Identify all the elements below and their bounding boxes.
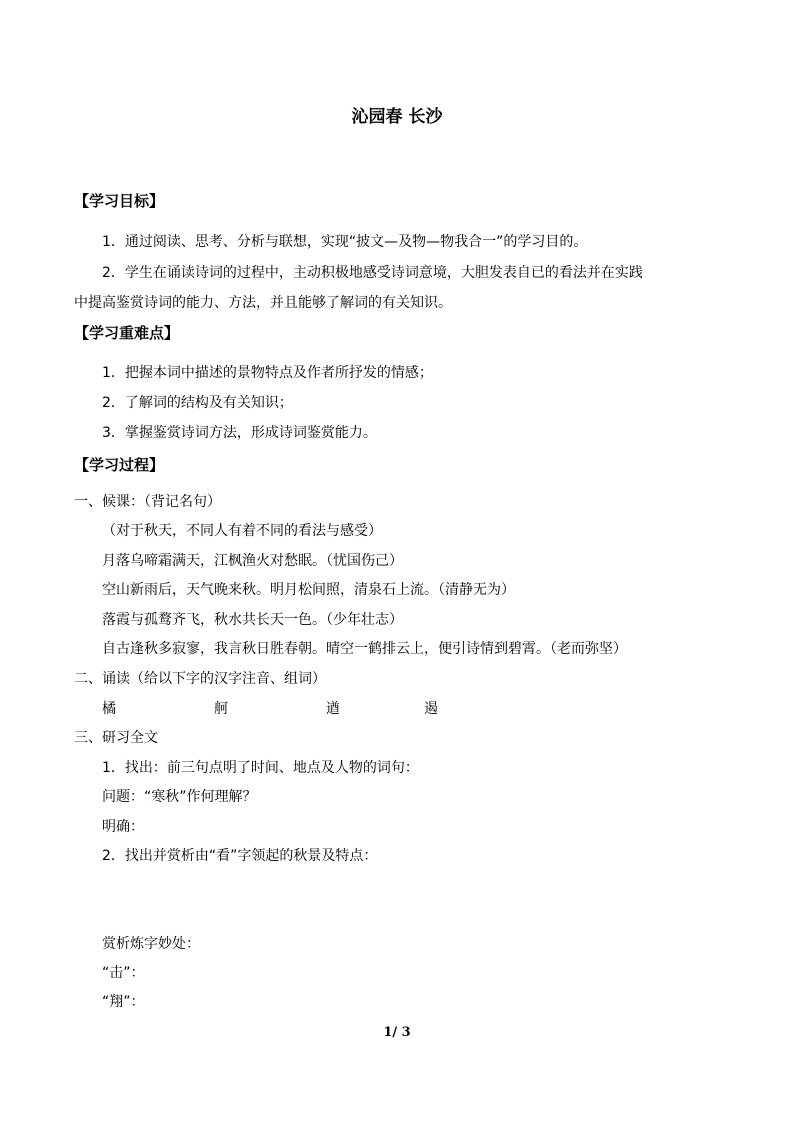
appreciate-label: 赏析炼字妙处：: [102, 936, 200, 952]
objective-item-1: 1．通过阅读、思考、分析与联想，实现“披文—及物—物我合一”的学习目的。: [102, 234, 588, 250]
part-1-note: （对于秋天，不同人有着不同的看法与感受）: [102, 523, 382, 539]
poem-line-3: 落霞与孤鹜齐飞，秋水共长天一色。（少年壮志）: [102, 612, 403, 628]
key-point-item-2: 2．了解词的结构及有关知识；: [102, 395, 293, 411]
poem-line-4: 自古逢秋多寂寥，我言秋日胜春朝。晴空一鹤排云上，便引诗情到碧霄。（老而弥坚）: [102, 641, 627, 657]
question-1-answer: 明确：: [102, 819, 144, 835]
question-1-prompt: 问题：“寒秋”作何理解？: [102, 789, 257, 805]
part-2-title: 二、诵读（给以下字的汉字注音、组词）: [74, 671, 326, 687]
heading-learning-process: 【学习过程】: [74, 456, 165, 474]
document-title: 沁园春 长沙: [351, 107, 443, 127]
poem-line-1: 月落乌啼霜满天，江枫渔火对愁眠。（忧国伤己）: [102, 553, 403, 569]
pinyin-char-1: 橘: [102, 701, 116, 717]
objective-item-2-line-2: 中提高鉴赏诗词的能力、方法，并且能够了解词的有关知识。: [74, 295, 452, 311]
word-xiang: “翔”：: [102, 994, 145, 1010]
word-ji: “击”：: [102, 965, 145, 981]
objective-item-2-line-1: 2．学生在诵读诗词的过程中，主动积极地感受诗词意境，大胆发表自已的看法并在实践: [102, 265, 643, 281]
question-1: 1．找出：前三句点明了时间、地点及人物的词句：: [102, 760, 419, 776]
question-2: 2．找出并赏析由“看”字领起的秋景及特点：: [102, 848, 378, 864]
key-point-item-3: 3．掌握鉴赏诗词方法，形成诗词鉴赏能力。: [102, 425, 377, 441]
page-number: 1/ 3: [383, 1025, 411, 1040]
poem-line-2: 空山新雨后，天气晚来秋。明月松间照，清泉石上流。（清静无为）: [102, 582, 515, 598]
key-point-item-1: 1．把握本词中描述的景物特点及作者所抒发的情感；: [102, 365, 433, 381]
pinyin-char-3: 遒: [326, 701, 340, 717]
part-1-title: 一、候课：（背记名句）: [74, 494, 221, 510]
heading-learning-objectives: 【学习目标】: [74, 192, 165, 210]
pinyin-char-2: 舸: [214, 701, 228, 717]
part-3-title: 三、研习全文: [74, 730, 158, 746]
pinyin-char-4: 遏: [424, 701, 438, 717]
heading-key-points: 【学习重难点】: [74, 324, 180, 342]
